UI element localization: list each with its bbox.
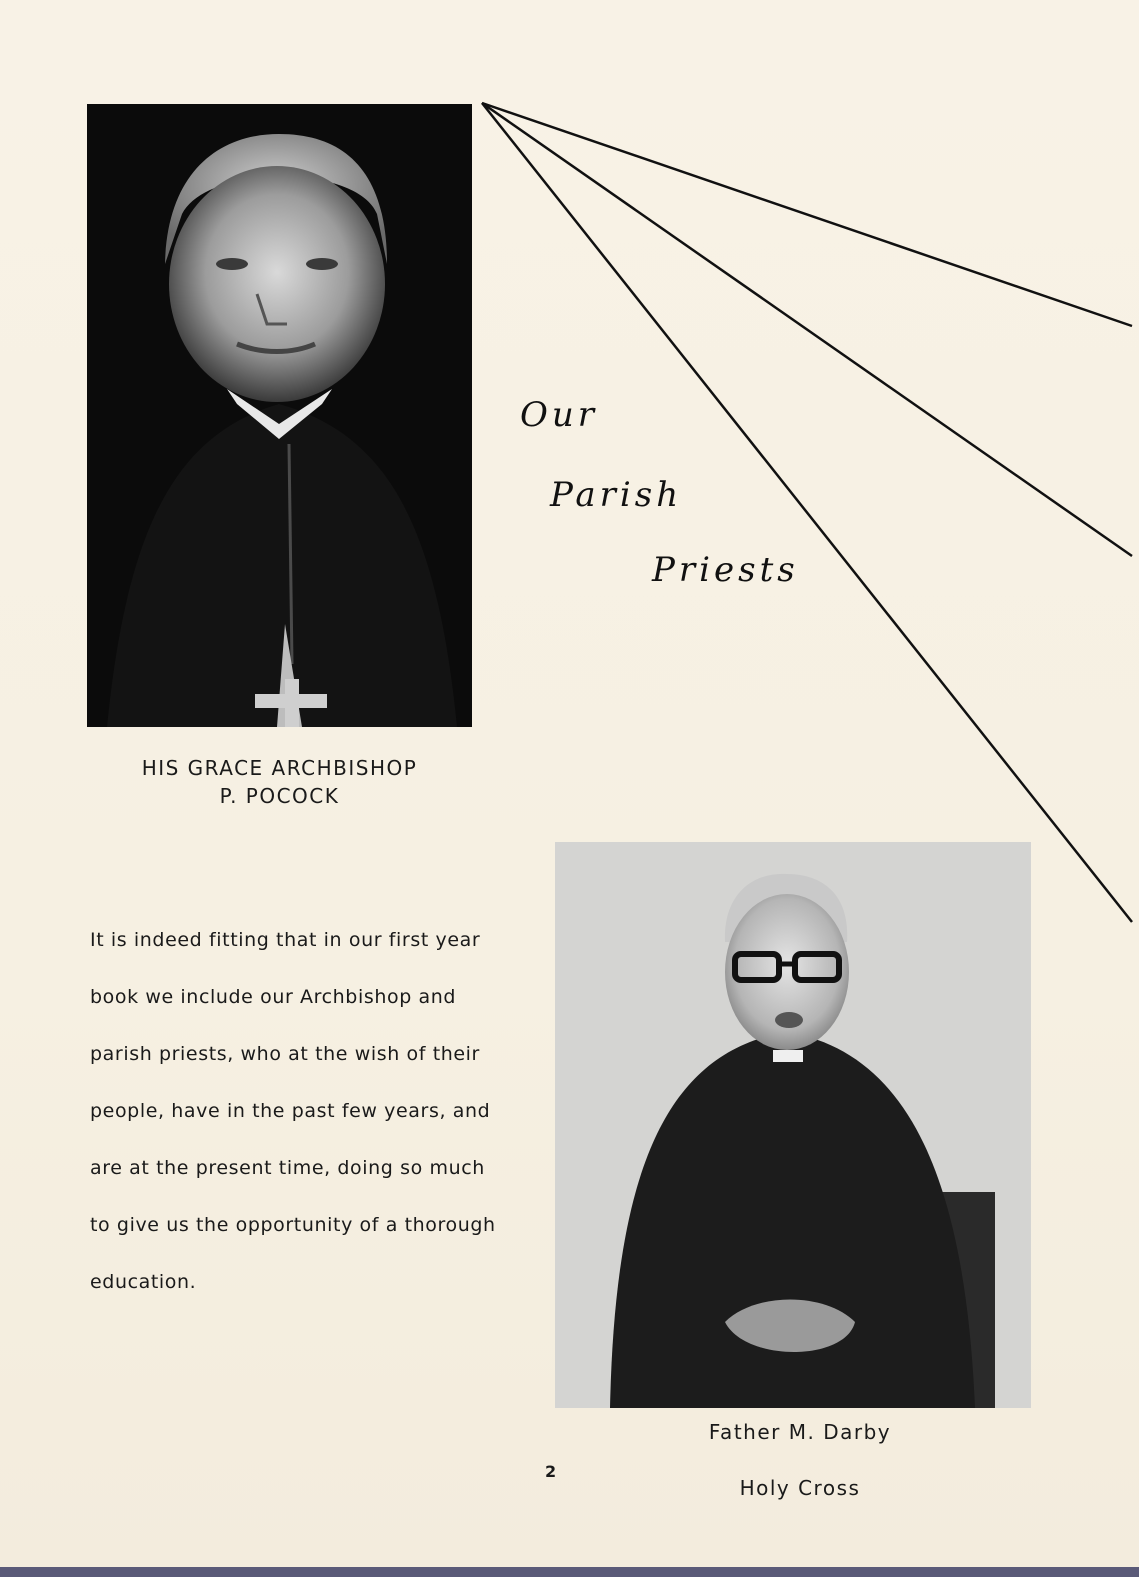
priest-caption-name: Father M. Darby bbox=[708, 1420, 892, 1444]
intro-line: to give us the opportunity of a thorough bbox=[90, 1214, 496, 1236]
ray-line-1 bbox=[482, 103, 1132, 326]
intro-line: people, have in the past few years, and bbox=[90, 1100, 491, 1122]
intro-line: It is indeed fitting that in our first year bbox=[90, 929, 481, 951]
archbishop-caption-line2: P. POCOCK bbox=[219, 784, 340, 808]
page-number: 2 bbox=[545, 1462, 557, 1481]
archbishop-caption bbox=[87, 754, 472, 810]
priest-portrait-photo bbox=[555, 842, 1031, 1408]
intro-paragraph bbox=[90, 912, 530, 1311]
archbishop-caption-line1: HIS GRACE ARCHBISHOP bbox=[141, 756, 418, 780]
page-bottom-edge bbox=[0, 1567, 1139, 1577]
heading-word-our: Our bbox=[520, 395, 599, 435]
intro-line: parish priests, who at the wish of their bbox=[90, 1043, 480, 1065]
heading-word-parish: Parish bbox=[550, 475, 683, 515]
priest-caption-parish: Holy Cross bbox=[739, 1476, 861, 1500]
intro-line: book we include our Archbishop and bbox=[90, 986, 457, 1008]
heading-word-priests: Priests bbox=[652, 550, 799, 590]
intro-line: are at the present time, doing so much bbox=[90, 1157, 485, 1179]
archbishop-portrait-photo bbox=[87, 104, 472, 727]
intro-line: education. bbox=[90, 1271, 197, 1293]
